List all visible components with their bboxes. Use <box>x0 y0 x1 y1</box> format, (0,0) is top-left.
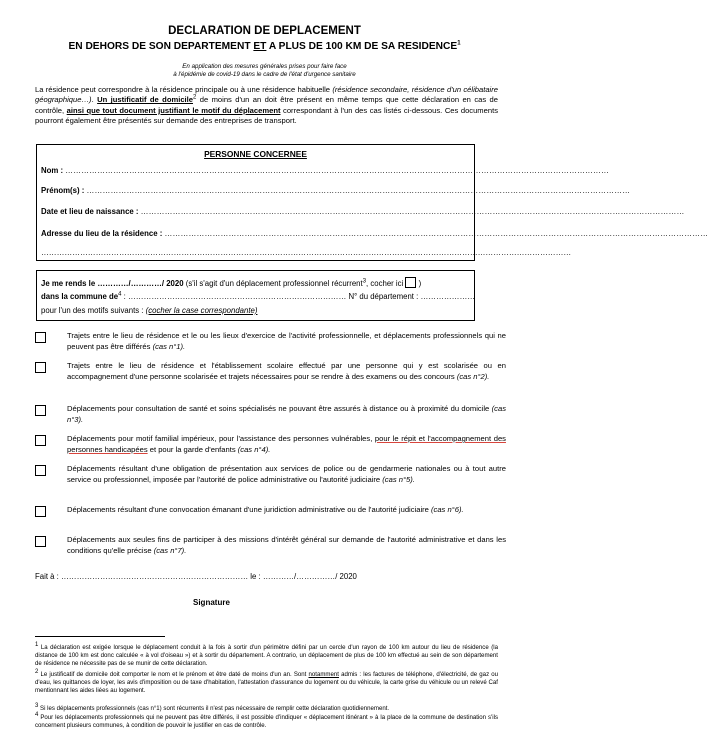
footnote-divider <box>35 636 165 637</box>
motifs-hint: (cocher la case correspondante) <box>145 306 258 315</box>
footnote-ref-2: 2 <box>192 94 197 101</box>
recurrent-checkbox[interactable] <box>405 277 416 288</box>
cas-2-checkbox[interactable] <box>35 362 46 373</box>
commune-label: dans la commune de <box>41 292 119 301</box>
footnote-4-text: Pour les déplacements professionnels qui ne peuvent pas être différés, il est possible d'indiquer « déplacement itinérant » à la place de la commune de destination s'ils concernent plusieurs communes, à condition de pouvoir le justifier en cas de contrôle. <box>35 714 498 729</box>
personne-concernee-box <box>36 144 708 261</box>
cocher-ici: , cocher ici <box>366 279 404 288</box>
nom-label: Nom : <box>41 166 66 175</box>
footnote-1-text: La déclaration est exigée lorsque le déplacement conduit à la fois à sortir d'un périmètre défini par un cercle d'un rayon de 100 km autour du lieu de résidence (la distance de 100 km est donc calculée « à vol d'oiseau ») et à sortir du département. A contrario, un déplacement de plus de 100 km effectué au sein de son département de résidence ne nécessite pas de se munir de cette déclaration. <box>35 644 498 667</box>
date-line[interactable] <box>41 277 421 288</box>
cas-3-checkbox[interactable] <box>35 405 46 416</box>
signature-label: Signature <box>193 598 230 607</box>
cas-5-ref: (cas n°5). <box>382 474 415 484</box>
footnote-2-number: 2 <box>35 668 39 675</box>
commune-dots: : ………………………………………………………………………… N° du département : ………………… <box>121 292 476 301</box>
naissance-dots: …………………………………………………………………………………………………………………………………………………………………………………… <box>140 207 685 216</box>
cas-5-desc: Déplacements résultant d'une obligation de présentation aux services de police ou de gendarmerie nationales ou à tout autre service ou professionnel, imposée par l'autorité de police administrative ou l'autorité judiciaire <box>67 464 506 484</box>
footnote-2-notamment: notamment <box>308 671 339 678</box>
motifs-label: pour l'un des motifs suivants : <box>41 306 146 315</box>
intro-p1-italic: (résidence secondaire, résidence d'un célibataire géographique…) <box>35 85 498 105</box>
personne-title: PERSONNE CONCERNEE <box>204 149 307 159</box>
cas-6-checkbox[interactable] <box>35 506 46 517</box>
prenom-dots: …………………………………………………………………………………………………………………………………………………………………………………… <box>86 186 631 195</box>
intro-p4: correspondant à l'un des cas listés ci-dessous. Ces documents pourront également être présentés sur demande des entreprises de transport. <box>35 105 498 125</box>
cas-1-desc: Trajets entre le lieu de résidence et le ou les lieux d'exercice de l'activité professionnelle, et déplacements professionnels qui ne peuvent pas être différés <box>67 331 506 351</box>
legal-note-2: à l'épidémie de covid-19 dans le cadre de l'état d'urgence sanitaire <box>173 71 356 78</box>
deplacement-box <box>36 270 475 321</box>
cas-5-text <box>67 464 506 485</box>
cas-4-handicap-text: pour le répit et l'accompagnement des personnes handicapées <box>67 434 506 454</box>
intro-p2: . <box>91 95 98 105</box>
prenom-field[interactable] <box>41 186 631 195</box>
footnote-1-number: 1 <box>35 641 39 648</box>
cas-3-text <box>67 404 506 425</box>
adresse-label: Adresse du lieu de la résidence : <box>41 229 165 238</box>
commune-line[interactable] <box>41 292 475 301</box>
cas-6-ref: (cas n°6). <box>431 505 464 514</box>
adresse-field[interactable] <box>41 229 708 238</box>
footnote-3 <box>35 702 498 713</box>
cas-4-desc: Déplacements pour motif familial impérieux, pour l'assistance des personnes vulnérables, <box>67 434 375 443</box>
adresse-dots-line2[interactable]: …………………………………………………………………………………………………………………………………………………………………………………… <box>41 248 572 257</box>
recurrent-close: ) <box>416 279 422 288</box>
intro-justificatif: Un justificatif de domicile <box>97 95 193 105</box>
motifs-line <box>41 306 257 315</box>
cas-1-ref: (cas n°1). <box>152 341 186 351</box>
cas-4-desc2: et pour la garde d'enfants <box>147 444 238 454</box>
legal-note-1: En application des mesures générales prises pour faire face <box>182 63 347 70</box>
cas-1-checkbox[interactable] <box>35 332 46 343</box>
cas-6-desc: Déplacements résultant d'une convocation émanant d'une juridiction administrative ou de l'autorité judiciaire <box>67 505 431 514</box>
date-label: Je me rends le <box>41 279 98 288</box>
intro-p3: de moins d'un an doit être présent en même temps que cette déclaration en cas de contrôle, <box>35 95 498 115</box>
footnote-4-number: 4 <box>35 711 39 718</box>
cas-2-text <box>67 361 506 382</box>
cas-5-checkbox[interactable] <box>35 465 46 476</box>
subtitle-part-b: A PLUS DE 100 KM DE SA RESIDENCE <box>266 41 458 52</box>
page-subtitle <box>0 41 529 52</box>
subtitle-part-a: EN DEHORS DE SON DEPARTEMENT <box>68 41 254 52</box>
adresse-dots: …………………………………………………………………………………………………………………………………………………………………………………… <box>164 229 708 238</box>
cas-6-text <box>67 505 506 516</box>
nom-field[interactable] <box>41 166 610 175</box>
intro-paragraph <box>35 85 498 126</box>
cas-4-checkbox[interactable] <box>35 435 46 446</box>
footnote-4 <box>35 711 498 730</box>
cas-7-text <box>67 535 506 556</box>
cas-2-ref: (cas n°2). <box>456 371 490 381</box>
fait-line[interactable]: Fait à : ……………………………………………………………… le : …………/……………/ 2020 <box>35 572 357 581</box>
prenom-label: Prénom(s) : <box>41 186 87 195</box>
footnote-1 <box>35 641 498 668</box>
footnote-ref-1: 1 <box>457 40 461 47</box>
cas-3-desc: Déplacements pour consultation de santé et soins spécialisés ne pouvant être assurés à distance ou à proximité du domicile <box>67 404 492 413</box>
cas-7-ref: (cas n°7). <box>153 545 187 555</box>
nom-dots: …………………………………………………………………………………………………………………………………………………………………………………… <box>65 166 610 175</box>
cas-4-text <box>67 434 506 455</box>
footnote-3-text: Si les déplacements professionnels (cas n°1) sont récurrents il n'est pas nécessaire de remplir cette déclaration quotidiennement. <box>38 705 390 712</box>
cas-1-text <box>67 331 506 352</box>
footnote-2-text: Le justificatif de domicile doit comporter le nom et le prénom et être daté de moins d'un an. Sont <box>38 671 309 678</box>
footnote-2 <box>35 668 498 695</box>
footnote-3-number: 3 <box>35 702 39 709</box>
cas-3-ref: (cas n°3). <box>67 404 506 424</box>
intro-p1: La résidence peut correspondre à la résidence principale ou à une résidence habituelle <box>35 85 333 94</box>
footnote-2-text2: admis : les factures de téléphone, d'électricité, de gaz ou d'eau, les quittances de loyer, les avis d'imposition ou de taxe d'habitation, l'attestation d'assurance du logement ou du véhicule, la carte grise du véhicule ou un relevé Caf mentionnant les aides liées au logement. <box>35 671 498 694</box>
recurrent-text: (s'il s'agit d'un déplacement professionnel récurrent <box>183 279 363 288</box>
subtitle-et: ET <box>253 41 267 52</box>
footnote-ref-3: 3 <box>362 278 367 285</box>
date-value: …………/…………/ 2020 <box>97 279 184 288</box>
page-title: DECLARATION DE DEPLACEMENT <box>168 25 361 37</box>
cas-7-checkbox[interactable] <box>35 536 46 547</box>
cas-2-desc: Trajets entre le lieu de résidence et l'établissement scolaire effectué par une personne qui y est scolarisée ou en accompagnement d'une personne scolarisée et trajets nécessaires pour se rendre à des examens ou des concours <box>67 361 506 381</box>
intro-motif: ainsi que tout document justifiant le motif du déplacement <box>66 105 281 115</box>
naissance-field[interactable] <box>41 207 685 216</box>
cas-4-ref: (cas n°4). <box>237 444 271 454</box>
naissance-label: Date et lieu de naissance : <box>41 207 141 216</box>
footnote-ref-4: 4 <box>118 291 122 298</box>
cas-7-desc: Déplacements aux seules fins de participer à des missions d'intérêt général sur demande de l'autorité administrative et dans les conditions qu'elle précise <box>67 535 506 555</box>
